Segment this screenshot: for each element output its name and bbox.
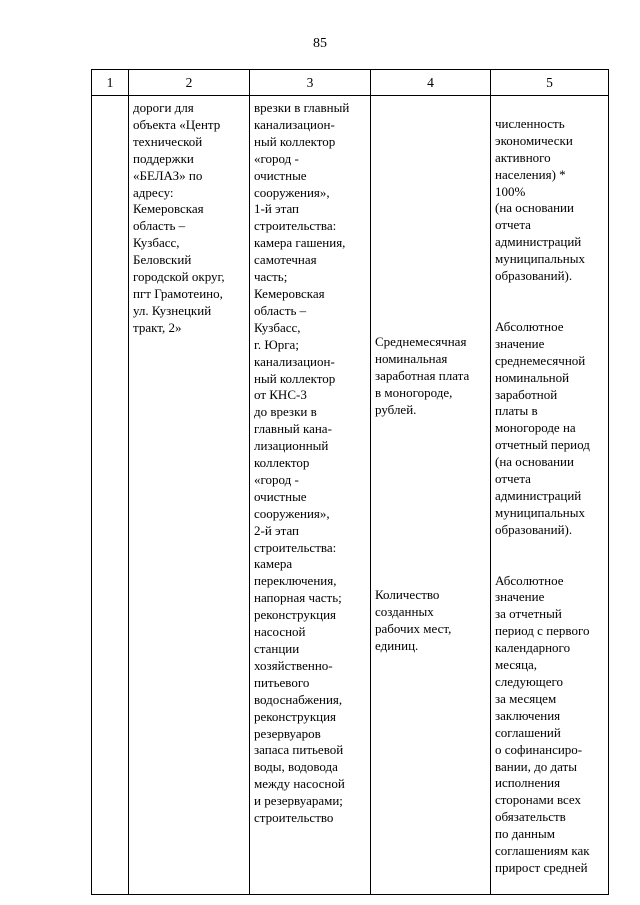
header-col-3: 3 (250, 70, 371, 96)
table-row (92, 96, 609, 895)
indicator-table (91, 69, 609, 895)
cell-col-3 (250, 96, 371, 895)
cell-col-1-text (92, 96, 128, 100)
calculation-methods (491, 96, 608, 894)
method-continuation: численность экономически активного населения) * 100% (на основании отчета администраций муниципальных образований). (495, 115, 586, 284)
header-col-5: 5 (491, 70, 609, 96)
indicator-jobs: Количество созданных рабочих мест, единиц. (375, 587, 452, 654)
construction-description: врезки в главный канализацион- ный коллектор «город - очистные сооружения», 1-й этап строительства: камера гашения, самотечная часть; Кемеровская область – Кузбасс, г. Юрга; канализацион- ный коллектор от КНС-3 до врезки в главный кана- лизационный коллектор «город - очистные сооружения», 2-й этап строительства: камера переключения, напорная часть; реконструкция насосной станции хозяйственно- питьевого водоснабжения, реконструкция резервуаров запаса питьевой воды, водовода между насосной и резервуарами; строительство (254, 100, 350, 826)
cell-col-5 (491, 96, 609, 895)
indicator-salary: Среднемесячная номинальная заработная плата в моногороде, рублей. (375, 333, 470, 417)
header-col-4: 4 (371, 70, 491, 96)
indicator-names (371, 96, 490, 672)
header-row (92, 70, 609, 96)
cell-col-2 (129, 96, 250, 895)
header-col-1: 1 (92, 70, 129, 96)
cell-col-1 (92, 96, 129, 895)
page-number: 85 (313, 36, 327, 51)
cell-col-4 (371, 96, 491, 895)
header-col-2: 2 (129, 70, 250, 96)
method-jobs: Абсолютное значение за отчетный период с первого календарного месяца, следующего за месяцем заключения соглашений о софинансиро- вании, до даты исполнения сторонами всех обязательств по данным соглашениям как прирост средней (495, 572, 590, 875)
method-salary: Абсолютное значение среднемесячной номинальной заработной платы в моногороде на отчетный период (на основании отчета администраций муниципальных образований). (495, 318, 590, 537)
object-description: дороги для объекта «Центр технической поддержки «БЕЛАЗ» по адресу: Кемеровская область – Кузбасс, Беловский городской округ, пгт Грамотеино, ул. Кузнецкий тракт, 2» (133, 100, 225, 335)
